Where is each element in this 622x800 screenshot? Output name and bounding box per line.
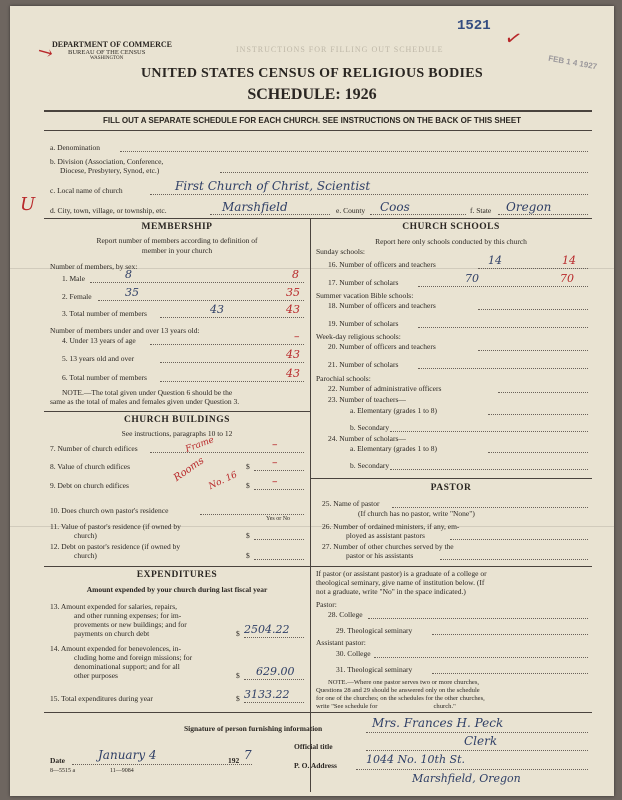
date-year-print: 192 (228, 756, 240, 765)
q21-field[interactable] (418, 368, 588, 369)
q4-label: 4. Under 13 years of age (62, 336, 136, 345)
assistant-pastor-label: Assistant pastor: (316, 638, 366, 647)
q4-verified: – (294, 330, 300, 343)
form-title: UNITED STATES CENSUS OF RELIGIOUS BODIES (140, 66, 483, 81)
q23a-field[interactable] (488, 414, 588, 415)
membership-intro: Report number of members according to definition of (96, 236, 258, 245)
margin-mark: U (20, 194, 36, 215)
q8-label: 8. Value of church edifices (50, 462, 131, 471)
q23a-label: a. Elementary (grades 1 to 8) (350, 406, 438, 415)
signature-label: Signature of person furnishing information (184, 724, 323, 733)
q11-field[interactable] (254, 539, 304, 540)
q27-label: 27. Number of other churches served by the (322, 542, 454, 551)
q15-dollar: $ (236, 694, 240, 703)
pastor-note-1: NOTE.—Where one pastor serves two or more churches, (328, 679, 480, 686)
q22-field[interactable] (498, 392, 588, 393)
pastor-sub-label: Pastor: (316, 600, 337, 609)
pastor-title: PASTOR (430, 483, 472, 493)
date-field[interactable] (72, 764, 252, 765)
instruction-line: FILL OUT A SEPARATE SCHEDULE FOR EACH CHURCH. SEE INSTRUCTIONS ON THE BACK OF THIS SHEET (102, 116, 522, 125)
local-name-value: First Church of Christ, Scientist (175, 179, 371, 193)
q14-line-2: cluding home and foreign missions; for (74, 653, 193, 662)
q29-field[interactable] (432, 634, 588, 635)
q13-line-2: and other running expenses; for im- (74, 611, 182, 620)
department-name: DEPARTMENT OF COMMERCE (52, 40, 173, 49)
q14-line-3: denominational support; and for all (74, 662, 180, 671)
division-label-2: Diocese, Presbytery, Synod, etc.) (60, 166, 160, 175)
date-year-hand: 7 (244, 748, 252, 762)
q23b-field[interactable] (390, 431, 588, 432)
q14-line-1: 14. Amount expended for benevolences, in- (50, 644, 182, 653)
q24b-label: b. Secondary (350, 461, 390, 470)
q1-verified: 8 (292, 268, 299, 281)
q4-field[interactable] (150, 344, 304, 345)
address-value-2: Marshfield, Oregon (412, 772, 521, 785)
address-label: P. O. Address (294, 761, 337, 770)
q13-line-3: provements or new buildings; and for (74, 620, 187, 629)
schedule-title: SCHEDULE: 1926 (247, 86, 377, 103)
q25-label: 25. Name of pastor (322, 499, 380, 508)
form-number: 8—5515 a (50, 768, 76, 774)
membership-note-2: same as the total of males and females given under Question 3. (50, 397, 240, 406)
q24b-field[interactable] (390, 469, 588, 470)
pastor-note-2: Questions 28 and 29 should be answered only on the schedule (316, 687, 480, 694)
bureau-name: BUREAU OF THE CENSUS (68, 49, 146, 56)
q22-label: 22. Number of administrative officers (328, 384, 442, 393)
denomination-field[interactable] (120, 151, 588, 152)
red-check-mark: ↘ (33, 39, 57, 65)
expenditures-title: EXPENDITURES (136, 570, 218, 580)
q10-label: 10. Does church own pastor's residence (50, 506, 169, 515)
q14-field[interactable] (244, 679, 304, 680)
q12-dollar: $ (246, 551, 250, 560)
red-check-mark: ✓ (502, 26, 525, 52)
q15-field[interactable] (244, 702, 304, 703)
q17-field[interactable] (418, 286, 588, 287)
address-field[interactable] (356, 769, 588, 770)
county-label: e. County (336, 206, 366, 215)
q1-value: 8 (125, 268, 132, 281)
q7-field[interactable] (150, 452, 304, 453)
q9-label: 9. Debt on church edifices (50, 481, 129, 490)
buildings-handnote-3: No. 16 (207, 470, 240, 492)
date-label: Date (50, 756, 65, 765)
q27-field[interactable] (440, 559, 588, 560)
q24a-field[interactable] (488, 452, 588, 453)
vacation-schools-label: Summer vacation Bible schools: (316, 291, 414, 300)
q3-label: 3. Total number of members (62, 309, 147, 318)
q13-value: 2504.22 (244, 623, 290, 636)
q3-field[interactable] (160, 317, 304, 318)
q26-label: 26. Number of ordained ministers, if any, em- (322, 522, 460, 531)
signature-field[interactable] (366, 732, 588, 733)
q30-label: 30. College (336, 649, 371, 658)
state-value: Oregon (506, 200, 552, 214)
q26-field[interactable] (450, 539, 588, 540)
q6-label: 6. Total number of members (62, 373, 147, 382)
q17-value: 70 (465, 272, 479, 285)
q2-label: 2. Female (62, 292, 92, 301)
division-field[interactable] (220, 172, 588, 173)
q2-verified: 35 (286, 286, 300, 299)
membership-intro-2: member in your church (141, 246, 213, 255)
serial-number: 1521 (457, 18, 491, 34)
yes-no-hint: Yes or No (266, 516, 291, 522)
q23-label: 23. Number of teachers— (328, 395, 406, 404)
pastor-note-3: for one of the churches; on the schedules for the other churches, (316, 695, 485, 702)
q9-dollar: $ (246, 481, 250, 490)
q12-field[interactable] (254, 559, 304, 560)
q15-value: 3133.22 (244, 688, 290, 701)
received-date-stamp: FEB 1 4 1927 (547, 53, 598, 72)
q21-label: 21. Number of scholars (328, 360, 399, 369)
q17-label: 17. Number of scholars (328, 278, 399, 287)
q18-field[interactable] (478, 309, 588, 310)
local-name-label: c. Local name of church (50, 186, 123, 195)
q5-field[interactable] (160, 362, 304, 363)
q19-label: 19. Number of scholars (328, 319, 399, 328)
official-title-value: Clerk (464, 734, 498, 748)
q13-dollar: $ (236, 629, 240, 638)
county-value: Coos (380, 200, 410, 214)
local-name-field[interactable] (150, 194, 588, 195)
city-field[interactable] (210, 214, 330, 215)
q12-label: 12. Debt on pastor's residence (if owned by (50, 542, 181, 551)
church-buildings-title: CHURCH BUILDINGS (124, 415, 230, 425)
form-number-2: 11—9084 (110, 768, 134, 774)
q1-field[interactable] (90, 282, 304, 283)
q13-line-4: payments on church debt (74, 629, 150, 638)
q16-label: 16. Number of officers and teachers (328, 260, 436, 269)
q9-field[interactable] (254, 489, 304, 490)
census-schedule-sheet (10, 6, 614, 796)
q6-field[interactable] (160, 381, 304, 382)
q24a-label: a. Elementary (grades 1 to 8) (350, 444, 438, 453)
age-intro-label: Number of members under and over 13 years old: (50, 326, 200, 335)
graduate-note-2: theological seminary, give name of institution below. (If (316, 578, 485, 587)
church-schools-intro: Report here only schools conducted by this church (375, 237, 527, 246)
q31-label: 31. Theological seminary (336, 665, 413, 674)
bleed-through-text: INSTRUCTIONS FOR FILLING OUT SCHEDULE (236, 45, 444, 54)
sunday-schools-label: Sunday schools: (316, 247, 365, 256)
q25-sub: (If church has no pastor, write "None") (358, 509, 475, 518)
membership-note: NOTE.—The total given under Question 6 should be the (62, 388, 233, 397)
q17-verified: 70 (560, 272, 574, 285)
q11-label: 11. Value of pastor's residence (if owned by (50, 522, 181, 531)
signature-value: Mrs. Frances H. Peck (372, 716, 504, 730)
buildings-handnote-2: Rooms (171, 455, 207, 484)
official-title-label: Official title (294, 742, 333, 751)
city-label: d. City, town, village, or township, etc. (50, 206, 167, 215)
q16-verified: 14 (562, 254, 576, 267)
q20-label: 20. Number of officers and teachers (328, 342, 436, 351)
q18-label: 18. Number of officers and teachers (328, 301, 436, 310)
bureau-city: WASHINGTON (90, 56, 124, 61)
state-label: f. State (470, 206, 492, 215)
q1-label: 1. Male (62, 274, 85, 283)
q12-label-2: church) (74, 551, 97, 560)
q14-dollar: $ (236, 671, 240, 680)
graduate-note-1: If pastor (or assistant pastor) is a graduate of a college or (316, 569, 487, 578)
city-value: Marshfield (222, 200, 288, 214)
q14-value: 629.00 (256, 665, 295, 678)
q29-label: 29. Theological seminary (336, 626, 413, 635)
q3-value: 43 (210, 303, 224, 316)
q23b-label: b. Secondary (350, 423, 390, 432)
q30-field[interactable] (374, 657, 588, 658)
q10-field[interactable] (200, 514, 304, 515)
q19-field[interactable] (418, 327, 588, 328)
q5-label: 5. 13 years old and over (62, 354, 135, 363)
q16-field[interactable] (478, 268, 588, 269)
q11-label-2: church) (74, 531, 97, 540)
q7-verified: – (272, 438, 278, 451)
q15-label: 15. Total expenditures during year (50, 694, 153, 703)
q14-line-4: other purposes (74, 671, 118, 680)
official-title-field[interactable] (366, 750, 588, 751)
q7-label: 7. Number of church edifices (50, 444, 138, 453)
q8-dollar: $ (246, 462, 250, 471)
q9-verified: – (272, 475, 278, 488)
weekday-schools-label: Week-day religious schools: (316, 332, 401, 341)
q2-value: 35 (125, 286, 139, 299)
q13-line-1: 13. Amount expended for salaries, repairs, (50, 602, 178, 611)
division-label: b. Division (Association, Conference, (50, 157, 164, 166)
q24-label: 24. Number of scholars— (328, 434, 406, 443)
q6-verified: 43 (286, 367, 300, 380)
pastor-note-4: write "See schedule for church." (316, 703, 456, 710)
q3-verified: 43 (286, 303, 300, 316)
q25-field[interactable] (392, 507, 588, 508)
q16-value: 14 (488, 254, 502, 267)
graduate-note-3: not a graduate, write "No" in the space indicated.) (316, 587, 466, 596)
q11-dollar: $ (246, 531, 250, 540)
state-field[interactable] (498, 214, 588, 215)
county-field[interactable] (370, 214, 466, 215)
address-value-1: 1044 No. 10th St. (366, 753, 465, 766)
parochial-schools-label: Parochial schools: (316, 374, 371, 383)
buildings-handnote: Frame (184, 435, 216, 455)
expenditures-sub: Amount expended by your church during last fiscal year (86, 585, 268, 594)
q31-field[interactable] (432, 673, 588, 674)
q2-field[interactable] (98, 300, 304, 301)
church-buildings-sub: See instructions, paragraphs 10 to 12 (121, 429, 233, 438)
q20-field[interactable] (478, 350, 588, 351)
by-sex-label: Number of members, by sex: (50, 262, 138, 271)
q28-label: 28. College (328, 610, 363, 619)
membership-title: MEMBERSHIP (141, 222, 213, 232)
date-value: January 4 (98, 748, 157, 762)
q27-label-2: pastor or his assistants (346, 551, 414, 560)
church-schools-title: CHURCH SCHOOLS (402, 222, 500, 232)
q8-verified: – (272, 456, 278, 469)
q5-verified: 43 (286, 348, 300, 361)
q26-label-2: ployed as assistant pastors (346, 531, 425, 540)
q8-field[interactable] (254, 470, 304, 471)
denomination-label: a. Denomination (50, 143, 100, 152)
q13-field[interactable] (244, 637, 304, 638)
q28-field[interactable] (368, 618, 588, 619)
